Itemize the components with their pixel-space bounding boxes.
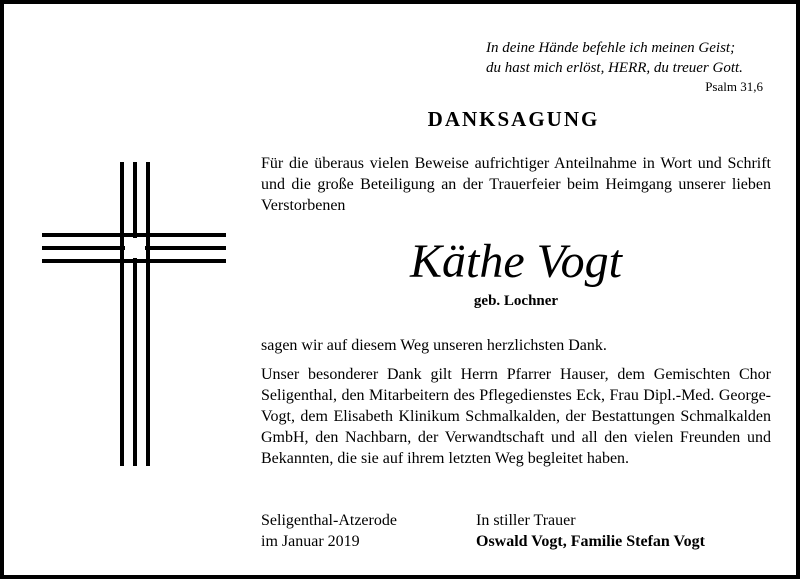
- bible-verse: [486, 38, 743, 78]
- place-and-date: [261, 510, 397, 552]
- mourning-line: In stiller Trauer: [476, 512, 576, 529]
- maiden-name: geb. Lochner: [473, 293, 559, 309]
- place: Seligenthal-Atzerode: [261, 512, 397, 529]
- signature-block: [476, 510, 705, 552]
- verse-line-1: In deine Hände befehle ich meinen Geist;: [486, 40, 736, 56]
- date: im Januar 2019: [261, 533, 360, 550]
- thanks-line: sagen wir auf diesem Weg unseren herzlichsten Dank.: [261, 337, 607, 354]
- verse-reference: Psalm 31,6: [705, 79, 763, 94]
- cross-icon: [42, 162, 228, 468]
- verse-line-2: du hast mich erlöst, HERR, du treuer Gott.: [486, 60, 743, 76]
- special-thanks-text: Unser besonderer Dank gilt Herrn Pfarrer Hauser, dem Gemischten Chor Seligenthal, den Mitarbeitern des Pflegedienstes Eck, Frau Dipl.-Med. George-Vogt, dem Elisabeth Klinikum Schmalkalden, der Bestattungen Schmalkalden GmbH, den Nachbarn, der Verwandtschaft und all den vielen Freunden und Bekannten, die sie auf ihrem letzten Weg begleitet haben.: [261, 366, 771, 467]
- deceased-name: Käthe Vogt: [410, 235, 622, 288]
- notice-heading: DANKSAGUNG: [427, 107, 600, 131]
- intro-text: Für die überaus vielen Beweise aufrichtiger Anteilnahme in Wort und Schrift und die große Beteiligung an der Trauerfeier beim Heimgang unserer lieben Verstorbenen: [261, 155, 771, 214]
- signers: Oswald Vogt, Familie Stefan Vogt: [476, 533, 705, 550]
